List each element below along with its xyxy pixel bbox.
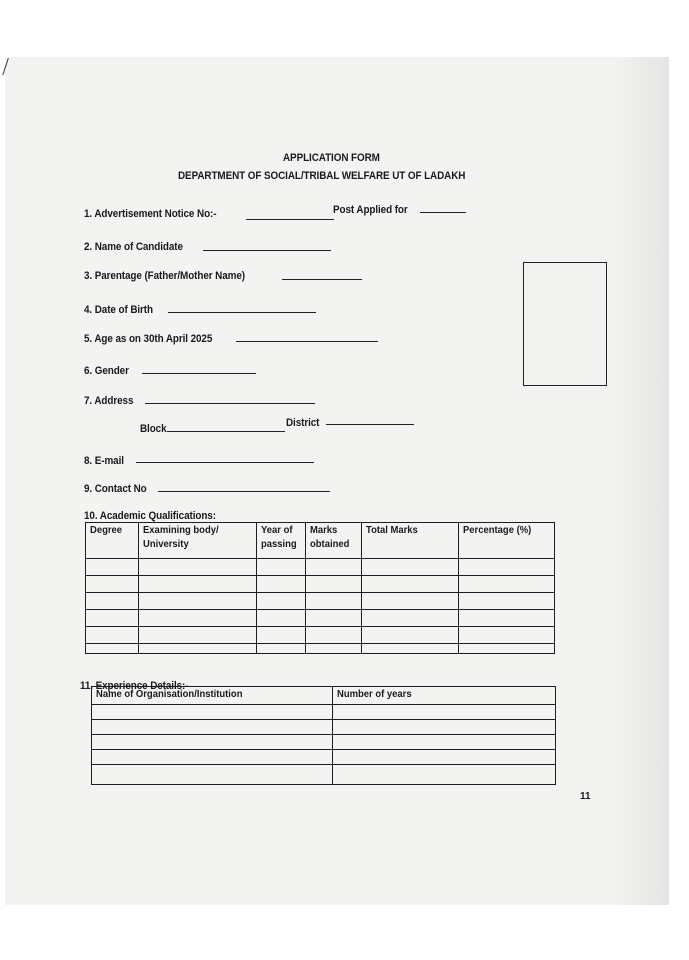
col-marks-obtained: Marks obtained (305, 523, 361, 559)
experience-heading: 11. Experience Details:- (80, 680, 189, 692)
age-label: 5. Age as on 30th April 2025 (84, 333, 213, 345)
paper-shadow (609, 57, 669, 905)
parentage-line[interactable] (282, 279, 362, 280)
photo-box (523, 262, 607, 386)
col-examining-body: Examining body/ University (138, 523, 256, 559)
contact-label: 9. Contact No (84, 483, 147, 495)
email-line[interactable] (136, 462, 314, 463)
department-title: DEPARTMENT OF SOCIAL/TRIBAL WELFARE UT OF LADAKH (178, 170, 466, 182)
academic-table (85, 522, 555, 654)
address-line[interactable] (145, 403, 315, 404)
dob-label: 4. Date of Birth (84, 304, 153, 316)
district-line[interactable] (326, 424, 414, 425)
table-row[interactable] (86, 627, 555, 644)
table-row[interactable] (92, 720, 556, 735)
contact-line[interactable] (158, 491, 330, 492)
experience-header-row (92, 687, 556, 705)
col-degree: Degree (86, 523, 139, 559)
academic-header-row (86, 523, 555, 559)
table-row[interactable] (86, 559, 555, 576)
name-line[interactable] (203, 250, 331, 251)
table-row[interactable] (92, 750, 556, 765)
address-label: 7. Address (84, 395, 134, 407)
col-number-of-years: Number of years (332, 687, 555, 705)
post-line[interactable] (420, 212, 466, 213)
age-line[interactable] (236, 341, 378, 342)
col-total-marks: Total Marks (361, 523, 459, 559)
page-number: 11 (580, 791, 591, 802)
block-line[interactable] (167, 431, 285, 432)
form-title: APPLICATION FORM (283, 152, 380, 164)
advertisement-label: 1. Advertisement Notice No:- (84, 208, 217, 220)
table-row[interactable] (86, 610, 555, 627)
gender-label: 6. Gender (84, 365, 129, 377)
dob-line[interactable] (168, 312, 316, 313)
table-row[interactable] (86, 576, 555, 593)
post-label: Post Applied for (333, 204, 408, 216)
table-row[interactable] (92, 705, 556, 720)
col-organisation: Name of Organisation/Institution (92, 687, 333, 705)
district-label: District (286, 417, 320, 429)
block-label: Block (140, 423, 167, 435)
name-label: 2. Name of Candidate (84, 241, 183, 253)
academic-heading: 10. Academic Qualifications: (84, 510, 216, 522)
col-year-of-passing: Year of passing (256, 523, 305, 559)
experience-table (91, 686, 556, 785)
gender-line[interactable] (142, 373, 256, 374)
col-percentage: Percentage (%) (459, 523, 555, 559)
table-row[interactable] (92, 735, 556, 750)
table-row[interactable] (86, 644, 555, 654)
email-label: 8. E-mail (84, 455, 124, 467)
parentage-label: 3. Parentage (Father/Mother Name) (84, 270, 245, 282)
table-row[interactable] (86, 593, 555, 610)
table-row[interactable] (92, 765, 556, 785)
advertisement-line[interactable] (246, 219, 334, 220)
